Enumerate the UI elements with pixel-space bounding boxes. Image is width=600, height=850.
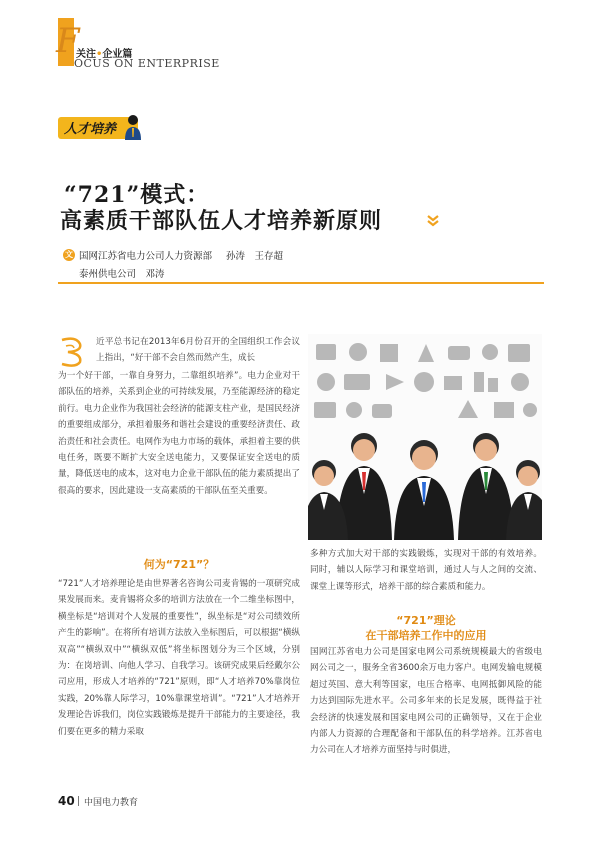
paragraph-intro: 为一个好干部，一靠自身努力，二靠组织培养”。电力企业对干部队伍的培养，关系到企业的可持续发展，乃至能源经济的稳定前行。电力企业作为我国社会经济的能源支柱产业，是国民经济的重要组成部分，承担着服务和谐社会建设的重要经济责任、政治责任和社会责任。电网作为电力市场的载体，承担着主要的供电任务，既要不断扩大安全送电能力，又要保证安全送电的质量，降低送电的成本，这对电力企业干部队伍的能力素质提出了很高的要求，因此建设一支高素质的干部队伍至关重要。	[58, 371, 300, 496]
page-number: 40	[58, 794, 75, 808]
header-subsection-label: 企业篇	[102, 49, 133, 60]
paragraph-jiangsu-grid: 国网江苏省电力公司是国家电网公司系统规模最大的省级电网公司之一，服务全省3600余万电力客户。电网发输电规模超过英国、意大利等国家，电压合格率、电网抵御风险的能力达到国际先进水平。公司多年来的长足发展，既得益于社会经济的快速发展和国家电网公司的正确领导，又在于企业内部人力资源的合理配备和干部队伍的科学培养。江苏省电力公司在人才培养方面坚持与时俱进，	[310, 647, 542, 756]
author-line2: 泰州供电公司 邓涛	[79, 269, 165, 280]
business-team-illustration	[308, 334, 542, 540]
section-title-what-is-721: 何为“721”？	[143, 558, 215, 571]
author-line1	[79, 248, 283, 262]
column-badge-label: 人才培养	[64, 122, 117, 137]
section-title-721-theory: “721”理论	[396, 614, 456, 627]
paragraph-practice-training: 多种方式加大对干部的实践锻炼，实现对干部的有效培养。同时，辅以人际学习和课堂培训，通过人与人之间的交流、课堂上课等形式，培养干部的综合素质和能力。	[310, 549, 542, 592]
paragraph-721-theory: “721”人才培养理论是由世界著名咨询公司麦肯锡的一项研究成果发展而来。麦肯锡将众多的培训方法放在一个二维坐标图中，横坐标是“培训对个人发展的重要性”，纵坐标是“对公司绩效所产生的影响”。在将所有培训方法放入坐标图后，可以根据“横纵双高”“横纵双中”“横纵双低”将坐标图划分为三个区域，分别为：在岗培训、向他人学习、自我学习。该研究成果后经戴尔公司应用，形成人才培养的“721”原则，即“人才培养70%靠岗位实践，20%靠人际学习，10%靠课堂培训”。“721”人才培养开发理论告诉我们，岗位实践锻炼是提升干部能力的主要途径，我们要在更多的精力采取	[58, 579, 300, 737]
business-icons-grid	[314, 343, 537, 418]
header-section-en: OCUS ON ENTERPRISE	[74, 57, 220, 70]
header-initial: F	[56, 21, 80, 61]
footer-separator	[78, 796, 79, 806]
header-section-label: 关注	[76, 49, 96, 60]
paragraph-intro-first: 近平总书记在2013年6月份召开的全国组织工作会议上指出，“好干部不会自然而然产生，成长	[96, 337, 300, 364]
dropcap-ornament	[58, 334, 92, 368]
magazine-name: 中国电力教育	[84, 798, 139, 808]
author-icon: 文	[65, 250, 73, 259]
author-org: 国网江苏省电力公司人力资源部	[79, 251, 213, 262]
author-names: 孙涛 王存超	[226, 251, 284, 262]
double-chevron-down-icon	[426, 214, 440, 228]
title-divider	[58, 282, 544, 284]
business-people	[308, 433, 542, 540]
header-dot: •	[96, 49, 103, 60]
section-title-application: 在干部培养工作中的应用	[365, 629, 487, 642]
article-title-line1: “721”模式：	[64, 182, 210, 208]
article-title-line2: 高素质干部队伍人才培养新原则	[60, 209, 383, 234]
person-icon	[123, 113, 143, 141]
